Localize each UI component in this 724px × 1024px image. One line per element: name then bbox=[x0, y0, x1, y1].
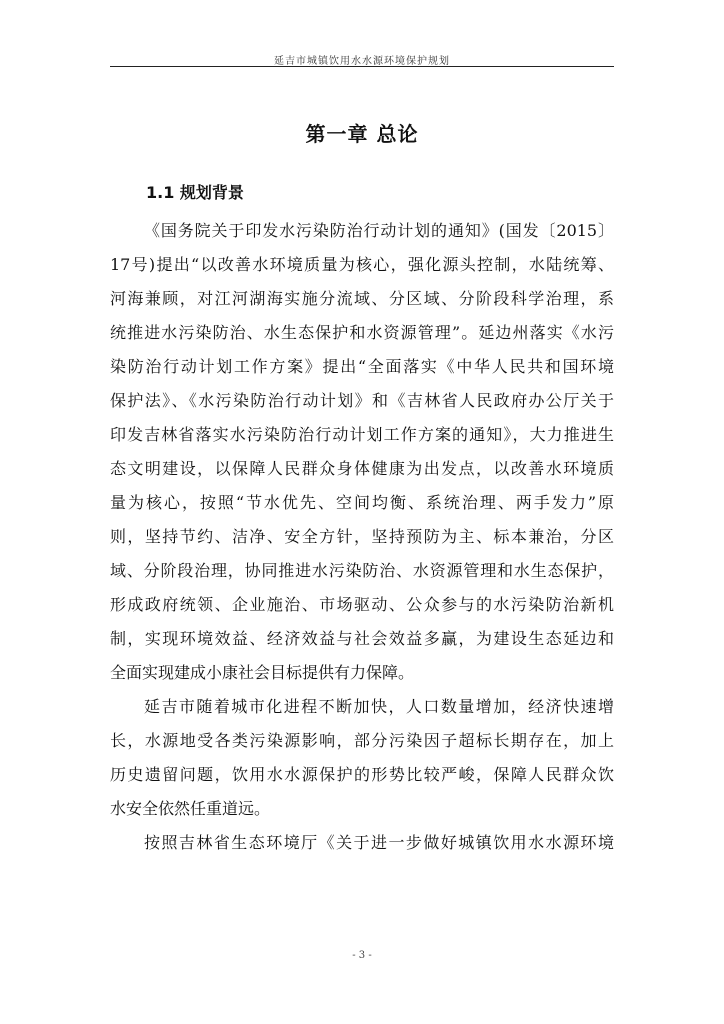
text-line: 17号)提出“以改善水环境质量为核心，强化源头控制，水陆统筹、 bbox=[110, 255, 614, 274]
paragraph-1 bbox=[110, 214, 614, 690]
text-line: 量为核心，按照“节水优先、空间均衡、系统治理、两手发力”原 bbox=[110, 493, 614, 512]
text-line: 则，坚持节约、洁净、安全方针，坚持预防为主、标本兼治，分区 bbox=[110, 527, 614, 546]
paragraph-2 bbox=[110, 690, 614, 826]
text-line: 历史遗留问题，饮用水水源保护的形势比较严峻，保障人民群众饮 bbox=[110, 765, 614, 784]
text-line: 统推进水污染防治、水生态保护和水资源管理”。延边州落实《水污 bbox=[110, 323, 614, 342]
text-line: 染防治行动计划工作方案》提出“全面落实《中华人民共和国环境 bbox=[110, 357, 614, 376]
text-line: 长，水源地受各类污染源影响，部分污染因子超标长期存在，加上 bbox=[110, 731, 614, 750]
text-line: 全面实现建成小康社会目标提供有力保障。 bbox=[110, 663, 415, 682]
text-line: 保护法》、《水污染防治行动计划》和《吉林省人民政府办公厅关于 bbox=[110, 391, 614, 410]
running-header: 延吉市城镇饮用水水源环境保护规划 bbox=[274, 56, 450, 67]
section-heading: 1.1 规划背景 bbox=[146, 183, 244, 202]
text-line: 制，实现环境效益、经济效益与社会效益多赢，为建设生态延边和 bbox=[110, 629, 614, 648]
page-number: - 3 - bbox=[352, 950, 372, 961]
text-line: 延吉市随着城市化进程不断加快，人口数量增加，经济快速增 bbox=[144, 697, 614, 716]
paragraph-3 bbox=[110, 826, 614, 860]
text-line: 印发吉林省落实水污染防治行动计划工作方案的通知》，大力推进生 bbox=[110, 425, 614, 444]
text-line: 河海兼顾，对江河湖海实施分流域、分区域、分阶段科学治理，系 bbox=[110, 289, 614, 308]
header-rule bbox=[110, 66, 614, 67]
body-text bbox=[110, 214, 614, 860]
text-line: 域、分阶段治理，协同推进水污染防治、水资源管理和水生态保护， bbox=[110, 561, 614, 580]
text-line: 形成政府统领、企业施治、市场驱动、公众参与的水污染防治新机 bbox=[110, 595, 614, 614]
text-line: 水安全依然任重道远。 bbox=[110, 799, 271, 818]
chapter-title: 第一章 总论 bbox=[305, 122, 419, 146]
text-line: 《国务院关于印发水污染防治行动计划的通知》(国发〔2015〕 bbox=[144, 221, 614, 240]
text-line: 按照吉林省生态环境厅《关于进一步做好城镇饮用水水源环境 bbox=[144, 833, 614, 852]
text-line: 态文明建设，以保障人民群众身体健康为出发点，以改善水环境质 bbox=[110, 459, 614, 478]
